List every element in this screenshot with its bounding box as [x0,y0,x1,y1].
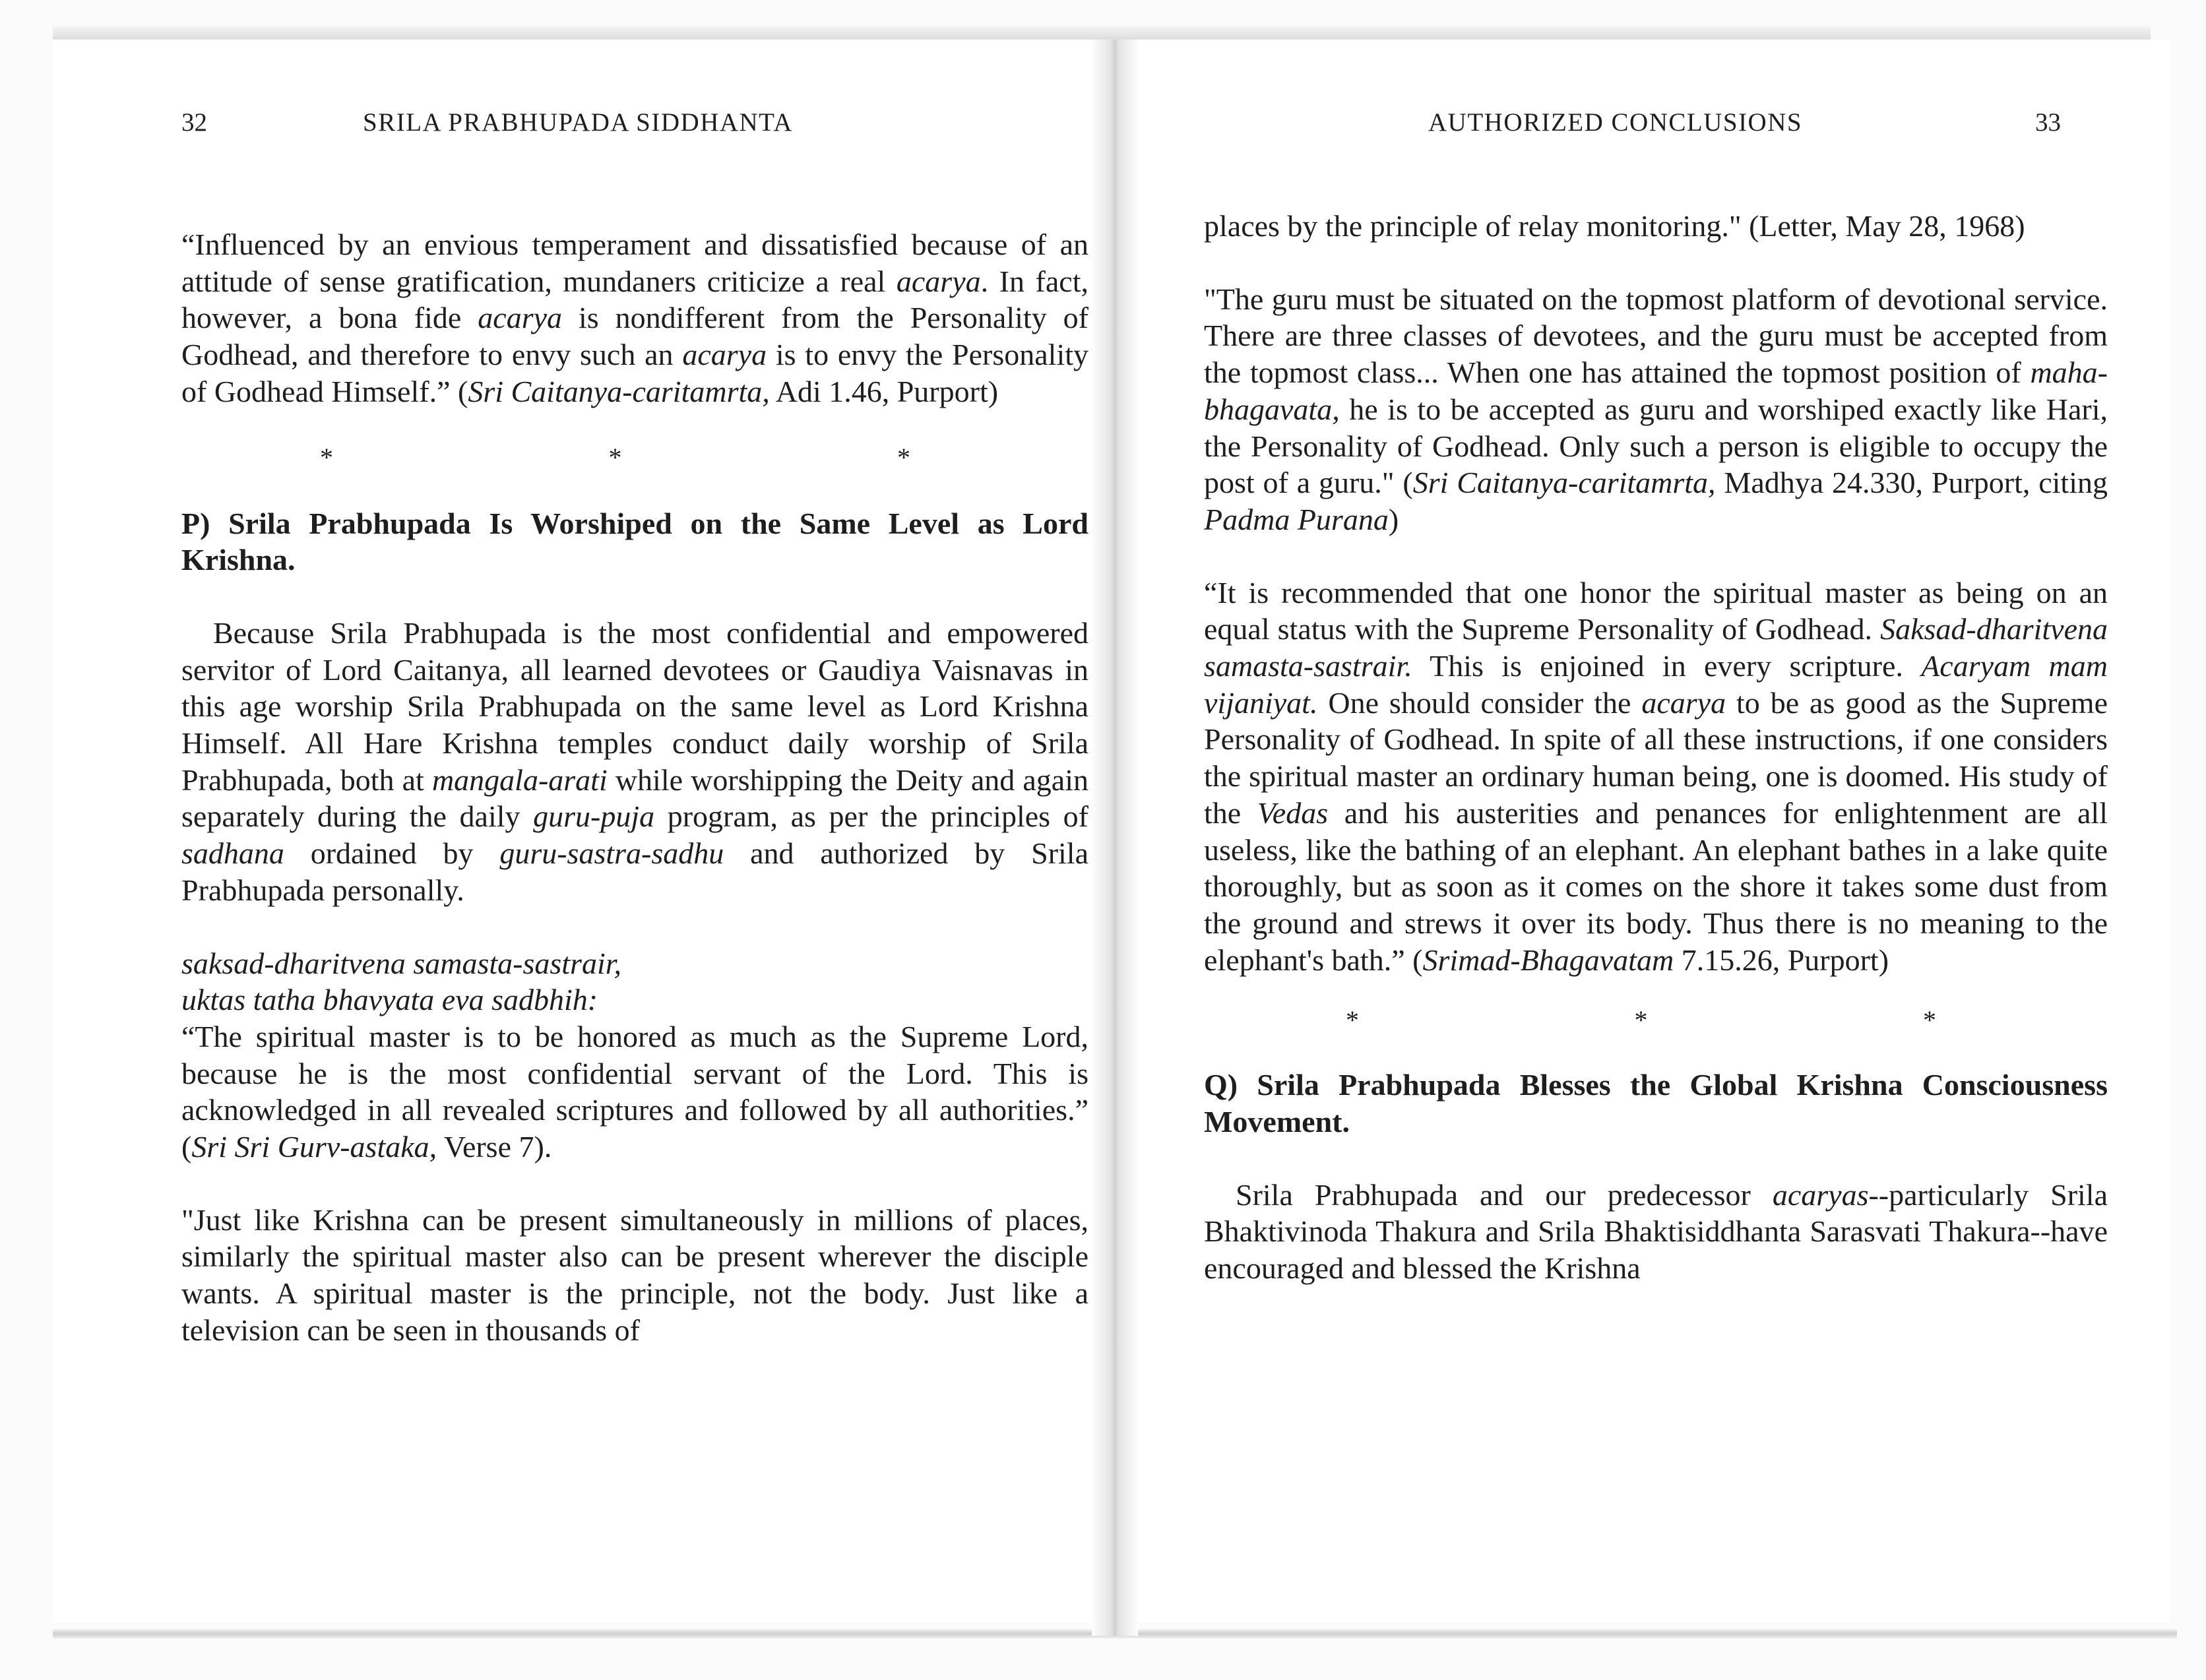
section-separator: * * * [1346,1005,1936,1036]
left-running-head: SRILA PRABHUPADA SIDDHANTA [363,108,794,137]
left-text-column [181,226,1088,1349]
section-separator: * * * [320,442,910,472]
quote-paragraph: “Influenced by an envious temperament and dissatisfied because of an attitude of sense gratification, mundaners criticize a real acarya. In fact, however, a bona fide acarya is nondifferent from the Personality of Godhead, and therefore to envy such an acarya is to envy the Personality of Godhead Himself.” (Sri Caitanya-caritamrta, Adi 1.46, Purport) [181,228,1089,408]
book-gutter [1092,40,1138,1636]
right-page-number: 33 [2035,108,2061,137]
right-page [1121,40,2170,1623]
quote-paragraph: "The guru must be situated on the topmost platform of devotional service. There are three classes of devotees, and the guru must be accepted from the topmost class... When one has attained the topmost position of maha-bhagavata, he is to be accepted as guru and worshiped exactly like Hari, the Personality of Godhead. Only such a person is eligible to occupy the post of a guru." (Sri Caitanya-caritamrta, Madhya 24.330, Purport, citing Padma Purana) [1204,282,2108,536]
quote-paragraph: “It is recommended that one honor the spiritual master as being on an equal status with the Supreme Personality of Godhead. Saksad-dharitvena samasta-sastrair. This is enjoined in every scripture. Acaryam mam vijaniyat. One should consider the acarya to be as good as the Supreme Personality of Godhead. In spite of all these instructions, if one considers the spiritual master an ordinary human being, one is doomed. His study of the Vedas and his austerities and penances for enlightenment are all useless, like the bathing of an elephant. An elephant bathes in a lake quite thoroughly, but as soon as it comes on the shore it takes some dust from the ground and strews it over its body. Thus there is no meaning to the elephant's bath.” (Srimad-Bhagavatam 7.15.26, Purport) [1204,575,2108,977]
left-page [53,40,1108,1623]
body-paragraph: Srila Prabhupada and our predecessor acaryas--particularly Srila Bhaktivinoda Thakura and Srila Bhaktisiddhanta Sarasvati Thakura--have encouraged and blessed the Krishna [1204,1177,2108,1286]
body-paragraph: Because Srila Prabhupada is the most confidential and empowered servitor of Lord Caitanya, all learned devotees or Gaudiya Vaisnavas in this age worship Srila Prabhupada on the same level as Lord Krishna Himself. All Hare Krishna temples conduct daily worship of Srila Prabhupada, both at mangala-arati while worshipping the Deity and again separately during the daily guru-puja program, as per the principles of sadhana ordained by guru-sastra-sadhu and authorized by Srila Prabhupada personally. [181,615,1088,907]
quote-paragraph: "Just like Krishna can be present simultaneously in millions of places, similarly the spiritual master also can be present wherever the disciple wants. A spiritual master is the principle, not the body. Just like a television can be seen in thousands of [181,1202,1088,1347]
section-heading-p: P) Srila Prabhupada Is Worshiped on the Same Level as Lord Krishna. [181,506,1088,577]
verse-line: uktas tatha bhavyata eva sadbhih: [181,983,598,1017]
section-heading-q: Q) Srila Prabhupada Blesses the Global Krishna Consciousness Movement. [1204,1068,2108,1139]
verse-line: saksad-dharitvena samasta-sastrair, [181,946,622,980]
right-text-column [1204,208,2108,1287]
quote-paragraph: places by the principle of relay monitoring." (Letter, May 28, 1968) [1204,209,2025,243]
right-running-head: AUTHORIZED CONCLUSIONS [1428,108,1803,137]
quote-paragraph: “The spiritual master is to be honored as much as the Supreme Lord, because he is the most confidential servant of the Lord. This is acknowledged in all revealed scriptures and followed by all authorities.” (Sri Sri Gurv-astaka, Verse 7). [181,1019,1088,1164]
left-page-number: 32 [181,108,207,137]
